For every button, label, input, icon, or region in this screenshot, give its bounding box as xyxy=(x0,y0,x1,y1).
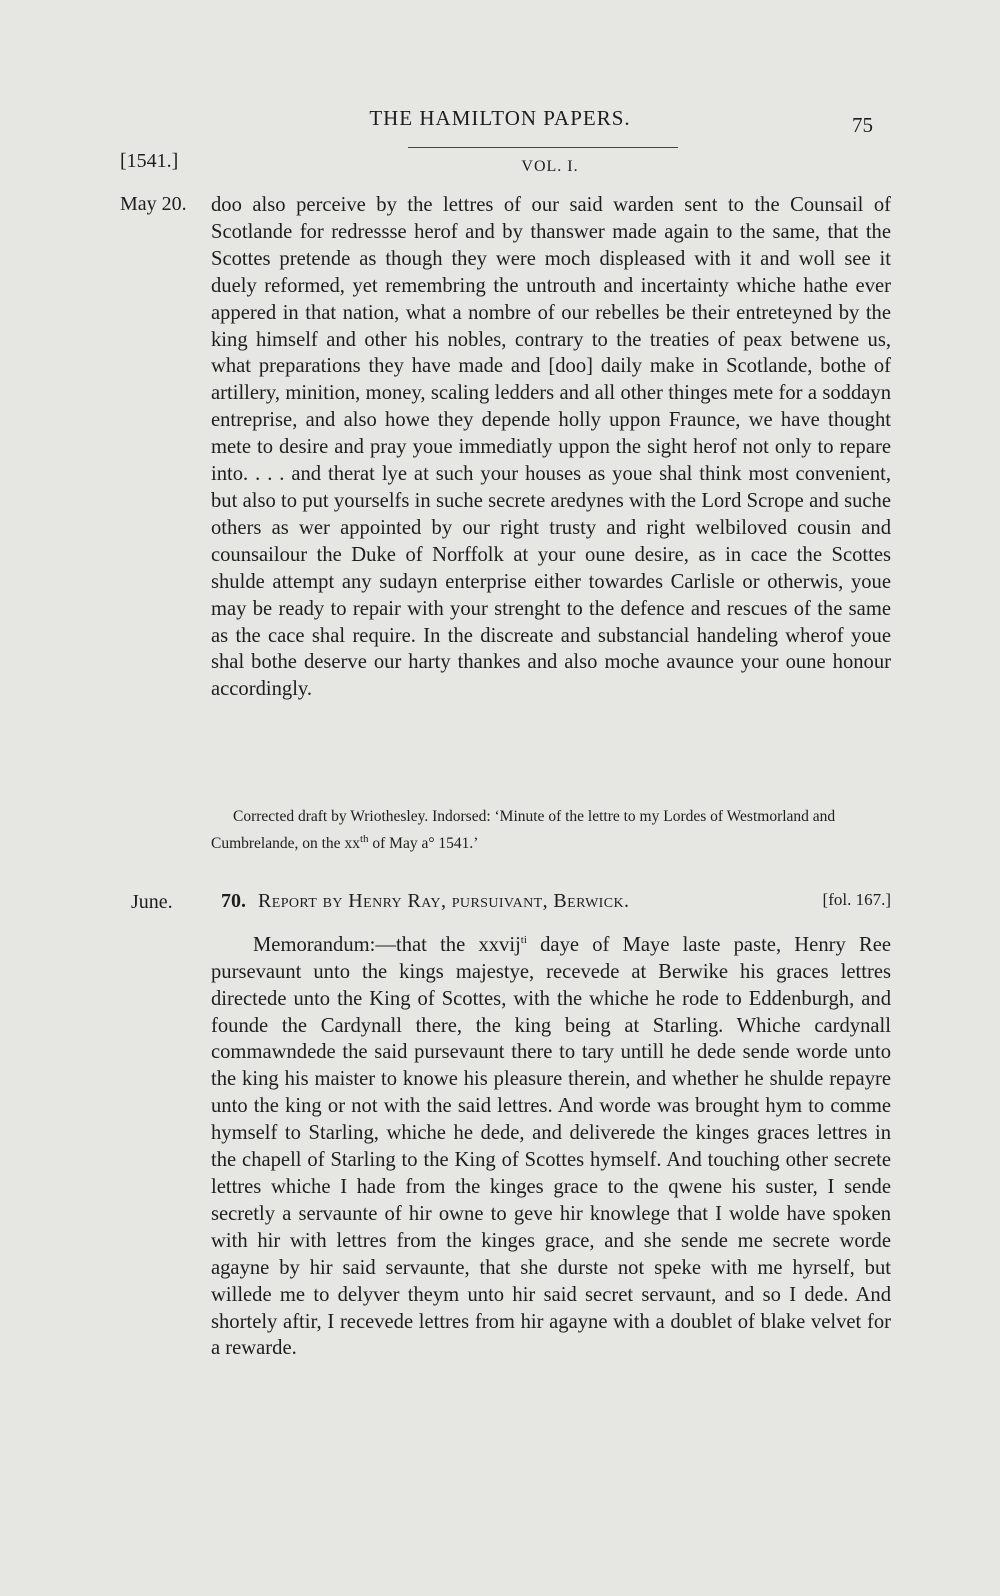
volume-label: VOL. I. xyxy=(521,158,579,175)
report-superscript: ti xyxy=(520,934,527,946)
draft-note-text: Corrected draft by Wriothesley. Indorsed: ‘Minute of the lettre to my Lordes of Westmorland and Cumbrelande, on the xx xyxy=(211,808,836,853)
report-text-start: Memorandum:—that the xxvij xyxy=(253,933,521,956)
margin-date-may: May 20. xyxy=(120,193,187,215)
draft-note-text-end: of May a° 1541.’ xyxy=(368,835,479,853)
year-marker: [1541.] xyxy=(120,150,179,172)
draft-note xyxy=(211,806,891,855)
draft-note-superscript: th xyxy=(359,833,369,845)
report-text xyxy=(211,927,891,1362)
folio-reference: [fol. 167.] xyxy=(822,890,891,909)
page-number: 75 xyxy=(852,113,873,137)
margin-date-june: June. xyxy=(131,891,173,913)
header-rule xyxy=(408,147,678,148)
document-number: 70. xyxy=(221,890,246,912)
letter-continuation-text: doo also perceive by the lettres of our said warden sent to the Counsail of Scotlande for redressse herof and by thanswer made again to the same, that the Scottes pretende as though they were moch displeased with it and woll see it duely reformed, yet remembring the untrouth and incertainty whiche hathe ever appered in that nation, what a nombre of our rebelles be their entreteyned by the king himself and other his nobles, contrary to the treaties of peax betwene us, what preparations they have made and [doo] daily make in Scotlande, bothe of artillery, minition, money, scaling ledders and all other thinges mete for a soddayn entreprise, and also howe they depende holly uppon Fraunce, we have thought mete to desire and pray youe immediatly uppon the sight herof not only to repare into. . . . and therat lye at such your houses as youe shal think most convenient, but also to put yourselfs in suche secrete aredynes with the Lord Scrope and suche others as wer appointed by our right trusty and right welbiloved cousin and counsailour the Duke of Norffolk at your oune desire, as in cace the Scottes shulde attempt any sudayn enterprise either towardes Carlisle or otherwis, youe may be ready to repair with your strenght to the defence and rescues of the same as the cace shal require. In the discreate and substancial handeling wherof youe shal bothe deserve our harty thankes and also moche avaunce your oune honour accordingly. xyxy=(211,194,891,701)
document-heading xyxy=(221,890,891,913)
report-text-body: daye of Maye laste paste, Henry Ree pursevaunt unto the kings majestye, recevede at Berwike his graces lettres directede unto the King of Scottes, with the whiche he rode to Eddenburgh, and founde the Cardynall there, the king being at Starling. Whiche cardynall commawndede the said pursevaunt there to tary untill he dede sende worde unto the king his maister to knowe his pleasure therein, and whether he shulde repayre unto the king or not with the said lettres. And worde was brought hym to comme hymself to Starling, whiche he dede, and deliverede the kinges graces lettres in the chapell of Starling to the King of Scottes hymself. And touching other secrete lettres whiche I hade from the kinges grace to the qwene his suster, I sende secretly a servaunte of hir owne to geve hir knowlege that I wolde have spoken with hir with lettres from the kinges grace, and she sende me secrete worde agayne by hir said servaunte, that she durste not speke with me hyrself, but willede me to delyver theym unto hir said secret servaunt, and so I dede. And shortely aftir, I recevede lettres from hir agayne with a doublet of blake velvet for a rewarde. xyxy=(211,933,891,1360)
document-title: Report by Henry Ray, pursuivant, Berwick. xyxy=(258,890,630,912)
running-title: THE HAMILTON PAPERS. xyxy=(369,106,631,130)
